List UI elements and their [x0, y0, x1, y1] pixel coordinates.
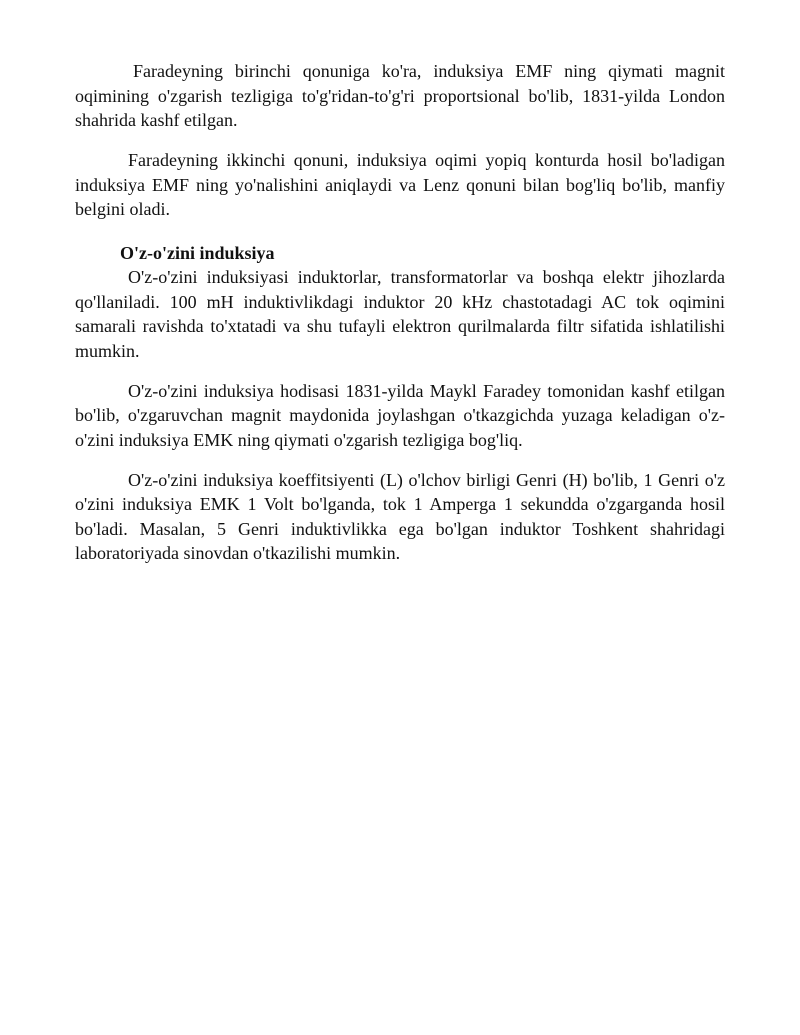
paragraph: [75, 265, 725, 363]
paragraph-line: O'z-o'zini induksiya koeffitsiyenti (L) o'lchov birligi Genri (H) bo'lib, 1 Genri o'z: [128, 469, 725, 490]
section-heading: O'z-o'zini induksiya: [120, 243, 275, 263]
paragraph-line: laboratoriyada sinovdan o'tkazilishi mumkin.: [75, 543, 401, 563]
paragraph-line: Faradeyning ikkinchi qonuni, induksiya oqimi yopiq konturda hosil bo'ladigan: [128, 150, 725, 170]
paragraph-line: bo'lib, o'zgaruvchan magnit maydonida joylashgan o'tkazgichda yuzaga keladigan o'z-: [75, 405, 725, 425]
paragraph-line: qo'llaniladi. 100 mH induktivlikdagi induktor 20 kHz chastotadagi AC tok oqimini: [75, 291, 725, 312]
paragraph-line: bo'ladi. Masalan, 5 Genri induktivlikka ega bo'lgan induktor Toshkent shahridagi: [75, 518, 725, 539]
paragraph-line: Faradeyning birinchi qonuniga ko'ra, induksiya EMF ning qiymati magnit: [133, 61, 725, 81]
paragraph-line: O'z-o'zini induksiya hodisasi 1831-yilda Maykl Faradey tomonidan kashf etilgan: [128, 380, 725, 401]
paragraph-line: shahrida kashf etilgan.: [75, 110, 238, 130]
document-body: [75, 59, 725, 581]
paragraph: [75, 59, 725, 133]
paragraph-line: O'z-o'zini induksiyasi induktorlar, transformatorlar va boshqa elektr jihozlarda: [128, 267, 725, 287]
paragraph-line: belgini oladi.: [75, 199, 170, 219]
paragraph-line: o'zini induksiya EMK ning qiymati o'zgarish tezligiga bog'liq.: [75, 429, 523, 450]
paragraph: [75, 379, 725, 453]
paragraph-line: induksiya EMF ning yo'nalishini aniqlaydi va Lenz qonuni bilan bog'liq bo'lib, manfiy: [75, 174, 725, 195]
paragraph: [75, 468, 725, 566]
paragraph-line: o'zini induksiya EMK 1 Volt bo'lganda, tok 1 Amperga 1 sekundda o'zgarganda hosil: [75, 494, 725, 514]
paragraph-line: samarali ravishda to'xtatadi va shu tufayli elektron qurilmalarda filtr sifatida ishlatilishi: [75, 316, 725, 336]
paragraph: [75, 148, 725, 222]
paragraph-line: oqimining o'zgarish tezligiga to'g'ridan-to'g'ri proportsional bo'lib, 1831-yilda London: [75, 85, 725, 106]
paragraph-line: mumkin.: [75, 340, 140, 361]
